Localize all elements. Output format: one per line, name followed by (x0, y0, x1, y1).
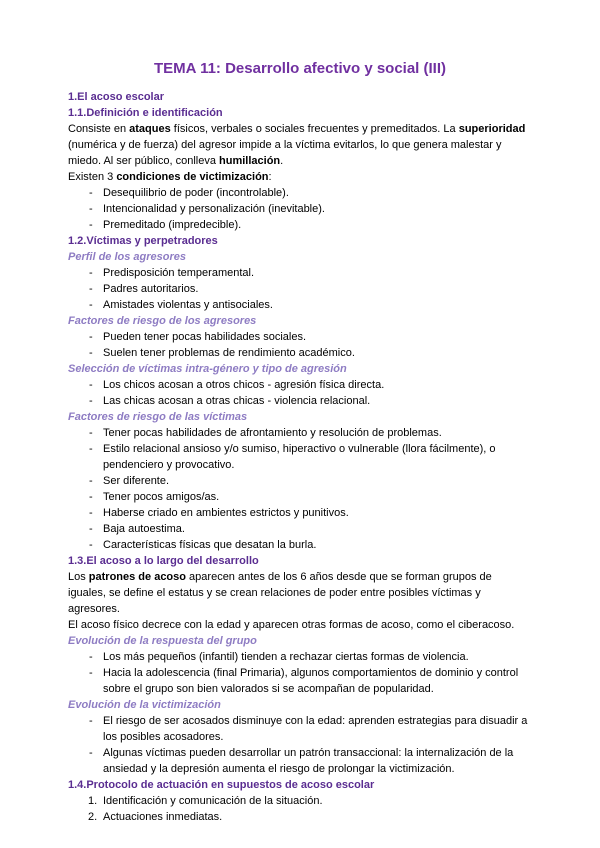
list-evolucion-victimizacion (68, 713, 532, 777)
list-item: Identificación y comunicación de la situación. (103, 795, 323, 807)
heading-victimas-perpetradores: 1.2.Víctimas y perpetradores (68, 235, 218, 247)
subheading-perfil-agresores: Perfil de los agresores (68, 251, 186, 263)
subheading-riesgo-agresores: Factores de riesgo de los agresores (68, 315, 257, 327)
list-evolucion-grupo (68, 649, 532, 697)
list-item: - Hacia la adolescencia (final Primaria), algunos comportamientos de dominio y control sobre el grupo son bien valorados si se acompañan de popularidad. (68, 665, 532, 697)
list-perfil-agresores (68, 265, 532, 313)
paragraph-definicion (68, 121, 532, 169)
subheading-seleccion-victimas: Selección de víctimas intra-género y tipo de agresión (68, 363, 347, 375)
list-item: Actuaciones inmediatas. (103, 811, 223, 823)
text-run: físicos, verbales o sociales frecuentes y premeditados. La (170, 123, 459, 135)
list-item: - Ser diferente. (68, 473, 532, 489)
list-item: - Los más pequeños (infantil) tienden a rechazar ciertas formas de violencia. (68, 649, 532, 665)
heading-acoso-desarrollo: 1.3.El acoso a lo largo del desarrollo (68, 555, 259, 567)
text-run: Consiste en (68, 123, 130, 135)
list-riesgo-agresores (68, 329, 532, 361)
paragraph-patrones (68, 569, 532, 617)
list-riesgo-victimas (68, 425, 532, 553)
list-item: - Desequilibrio de poder (incontrolable). (68, 185, 532, 201)
list-item: - Baja autoestima. (68, 521, 532, 537)
list-item: - Las chicas acosan a otras chicas - violencia relacional. (68, 393, 532, 409)
text-run: Existen 3 (68, 171, 117, 183)
subheading-evolucion-grupo: Evolución de la respuesta del grupo (68, 635, 257, 647)
text-run: . (280, 155, 284, 167)
list-item: - Tener pocas habilidades de afrontamiento y resolución de problemas. (68, 425, 532, 441)
subheading-evolucion-victimizacion: Evolución de la victimización (68, 699, 221, 711)
list-item: - Pueden tener pocas habilidades sociales. (68, 329, 532, 345)
text-run: Los (68, 571, 89, 583)
list-item: - Premeditado (impredecible). (68, 217, 532, 233)
list-item: - Suelen tener problemas de rendimiento académico. (68, 345, 532, 361)
page-title: TEMA 11: Desarrollo afectivo y social (III) (153, 60, 447, 77)
list-item: - Intencionalidad y personalización (inevitable). (68, 201, 532, 217)
list-item: - Características físicas que desatan la burla. (68, 537, 532, 553)
list-seleccion-victimas (68, 377, 532, 409)
bold-run: humillación (219, 155, 281, 167)
list-item: - Tener pocos amigos/as. (68, 489, 532, 505)
list-item: - Amistades violentas y antisociales. (68, 297, 532, 313)
text-run: aparecen antes de los 6 años desde que se forman grupos de iguales, se define el estatus y se crean relaciones de poder entre posibles víctimas y agresores. (68, 571, 492, 615)
heading-protocolo: 1.4.Protocolo de actuación en supuestos de acoso escolar (68, 779, 375, 791)
bold-run: superioridad (458, 123, 526, 135)
subheading-riesgo-victimas: Factores de riesgo de las víctimas (68, 411, 248, 423)
list-item: - Predisposición temperamental. (68, 265, 532, 281)
paragraph-ciberacoso: El acoso físico decrece con la edad y aparecen otras formas de acoso, como el ciberacoso. (68, 619, 515, 631)
list-item: - Estilo relacional ansioso y/o sumiso, hiperactivo o vulnerable (llora fácilmente), o pendenciero y provocativo. (68, 441, 532, 473)
list-item: - Algunas víctimas pueden desarrollar un patrón transaccional: la internalización de la ansiedad y la depresión aumenta el riesgo de prolongar la victimización. (68, 745, 532, 777)
bold-run: condiciones de victimización (116, 171, 269, 183)
list-item: - Haberse criado en ambientes estrictos y punitivos. (68, 505, 532, 521)
text-run: : (268, 171, 272, 183)
bold-run: ataques (129, 123, 171, 135)
list-protocolo (68, 793, 532, 825)
heading-acoso-escolar: 1.El acoso escolar (68, 91, 164, 103)
list-condiciones (68, 185, 532, 233)
text-run: (numérica y de fuerza) del agresor impide a la víctima evitarlos, lo que genera malestar y miedo. Al ser público, conlleva (68, 139, 502, 167)
list-item: - El riesgo de ser acosados disminuye con la edad: aprenden estrategias para disuadir a los posibles acosadores. (68, 713, 532, 745)
paragraph-condiciones (68, 169, 532, 185)
heading-definicion: 1.1.Definición e identificación (68, 107, 223, 119)
list-item: - Los chicos acosan a otros chicos - agresión física directa. (68, 377, 532, 393)
list-item: - Padres autoritarios. (68, 281, 532, 297)
bold-run: patrones de acoso (88, 571, 186, 583)
